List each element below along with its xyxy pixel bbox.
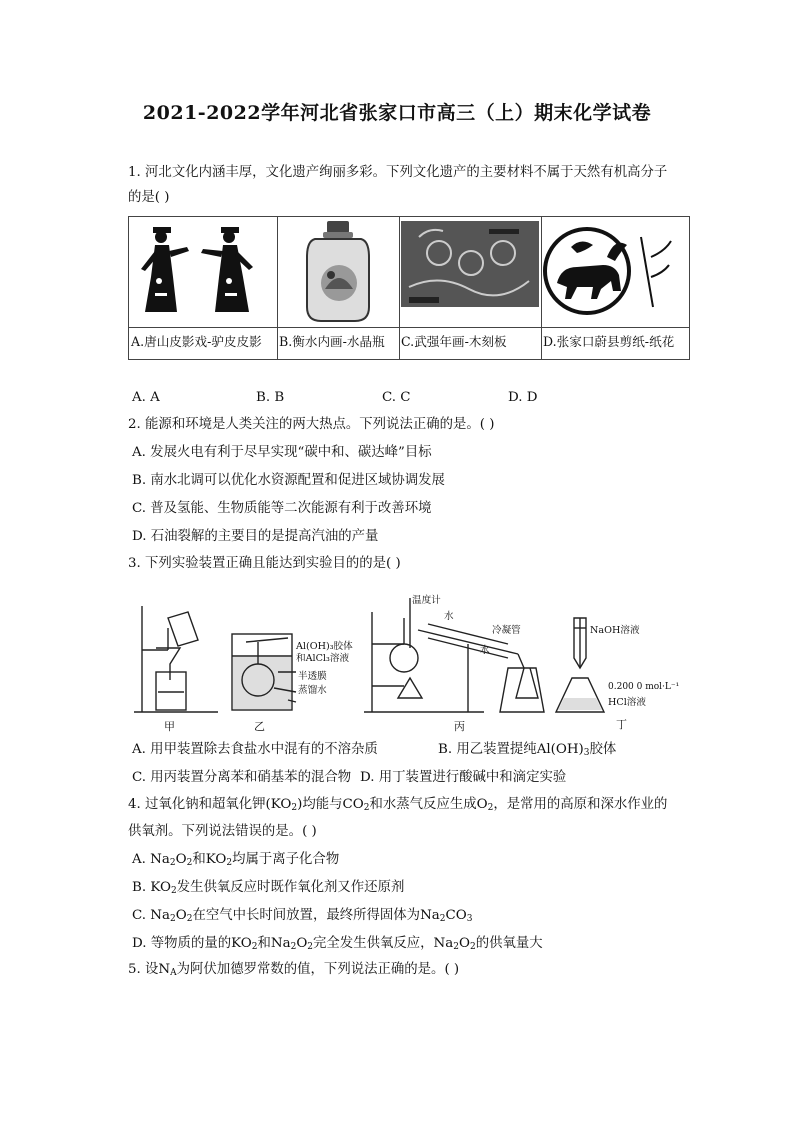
q2-option-c: C. 普及氢能、生物质能等二次能源有利于改善环境 (132, 501, 432, 516)
caption-a: A.唐山皮影戏-驴皮皮影 (131, 334, 262, 349)
q1-cell-a (129, 217, 278, 359)
label-bing: 丙 (454, 720, 465, 733)
q4-option-a: A. $Na_2O_2$和$KO_2$均属于离子化合物 (132, 852, 340, 868)
q3-option-b: B. 用乙装置提纯$Al(OH)_3$胶体 (438, 742, 617, 758)
label-jia: 甲 (164, 720, 175, 733)
q1-cell-b (277, 217, 400, 359)
papercut-image (541, 217, 689, 328)
woodblock-image (399, 217, 541, 328)
q4-stem-line2: 供氧剂。下列说法错误的是。( ) (128, 824, 317, 839)
label-aloh-colloid: Al(OH)₃胶体 (296, 641, 353, 652)
q2-option-b: B. 南水北调可以优化水资源配置和促进区域协调发展 (132, 473, 445, 488)
label-water-in: 水 (444, 611, 454, 622)
q3-apparatus-figure (128, 588, 728, 736)
label-ding: 丁 (616, 718, 627, 731)
label-thermometer: 温度计 (412, 595, 441, 606)
q1-cell-c (399, 217, 542, 359)
label-membrane: 半透膜 (298, 671, 327, 682)
label-yi: 乙 (254, 720, 265, 733)
q1-answer-c: C. C (382, 390, 411, 405)
q1-stem-line1: 1. 河北文化内涵丰厚，文化遗产绚丽多彩。下列文化遗产的主要材料不属于天然有机高分子 (128, 165, 668, 180)
q2-option-a: A. 发展火电有利于尽早实现“碳中和、碳达峰”目标 (132, 445, 432, 460)
q1-answer-d: D. D (508, 390, 538, 405)
label-hcl: HCl溶液 (608, 697, 646, 708)
q1-answer-a: A. A (132, 390, 160, 405)
q2-stem: 2. 能源和环境是人类关注的两大热点。下列说法正确的是。( ) (128, 417, 495, 432)
q4-option-c: C. $Na_2O_2$在空气中长时间放置，最终所得固体为$Na_2CO_3$ (132, 908, 473, 924)
crystal-bottle-image (277, 217, 399, 328)
shadow-puppet-image (129, 217, 277, 328)
q4-option-b: B. $KO_2$发生供氧反应时既作氧化剂又作还原剂 (132, 880, 405, 896)
caption-c: C.武强年画-木刻板 (401, 334, 507, 349)
q1-cell-d (541, 217, 689, 359)
label-distilled-water: 蒸馏水 (298, 685, 327, 696)
q3-option-d: D. 用丁装置进行酸碱中和滴定实验 (360, 770, 567, 785)
q3-option-c: C. 用丙装置分离苯和硝基苯的混合物 (132, 770, 352, 785)
q4-option-d: D. 等物质的量的$KO_2$和$Na_2O_2$完全发生供氧反应，$Na_2O_2$的供氧量大 (132, 936, 543, 952)
page-title: 2021-2022学年河北省张家口市高三（上）期末化学试卷 (142, 102, 652, 124)
label-condenser: 冷凝管 (492, 625, 521, 636)
caption-b: B.衡水内画-水晶瓶 (279, 334, 385, 349)
q3-option-a: A. 用甲装置除去食盐水中混有的不溶杂质 (132, 742, 378, 757)
q3-stem: 3. 下列实验装置正确且能达到实验目的的是( ) (128, 556, 401, 571)
q1-stem-line2: 的是( ) (128, 190, 170, 205)
q2-option-d: D. 石油裂解的主要目的是提高汽油的产量 (132, 529, 379, 544)
q1-image-table (128, 216, 690, 360)
q4-stem-line1: 4. 过氧化钠和超氧化钾$(KO_2)$均能与$CO_2$和水蒸气反应生成$O_2$，是常用的高原和深水作业的 (128, 797, 668, 813)
label-naoh: NaOH溶液 (590, 625, 640, 636)
label-alcl3: 和AlCl₃溶液 (296, 653, 350, 664)
caption-d: D.张家口蔚县剪纸-纸花 (543, 334, 675, 349)
label-concentration: 0.200 0 mol·L⁻¹ (608, 682, 680, 692)
label-water-out: 水 (480, 645, 490, 656)
q1-answer-b: B. B (256, 390, 285, 405)
q5-stem: 5. 设$N_A$为阿伏加德罗常数的值，下列说法正确的是。( ) (128, 962, 460, 978)
